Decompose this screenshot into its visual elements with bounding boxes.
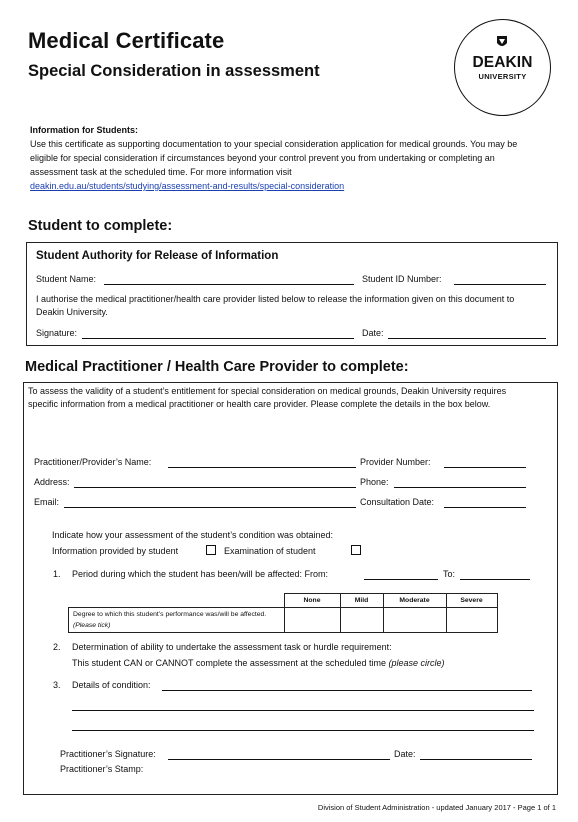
q2-text: Determination of ability to undertake the assessment task or hurdle requirement: <box>72 642 392 652</box>
practitioner-name-label: Practitioner/Provider’s Name: <box>34 457 152 467</box>
info-paragraph <box>30 137 530 193</box>
severity-cell-none[interactable] <box>284 608 340 633</box>
student-box-title: Student Authority for Release of Information <box>36 250 279 262</box>
phone-field[interactable] <box>394 487 526 488</box>
email-label: Email: <box>34 497 60 507</box>
authorise-text: I authorise the medical practitioner/health care provider listed below to release the information given on this document to Deakin University. <box>36 294 515 317</box>
option-provided-label: Information provided by student <box>52 546 179 556</box>
period-from-field[interactable] <box>364 579 438 580</box>
email-field[interactable] <box>64 507 356 508</box>
condition-details-line-2[interactable] <box>72 710 534 711</box>
q2-statement <box>72 658 445 668</box>
q2-number: 2. <box>53 642 61 652</box>
address-field[interactable] <box>74 487 356 488</box>
provider-number-label: Provider Number: <box>360 457 431 467</box>
severity-label: Degree to which this student’s performance was/will be affected. <box>73 611 267 618</box>
option-provided-checkbox[interactable] <box>206 545 216 555</box>
student-date-label: Date: <box>362 328 384 338</box>
severity-cell-mild[interactable] <box>340 608 383 633</box>
certificate-title: Medical Certificate <box>28 28 225 53</box>
student-signature-label: Signature: <box>36 328 78 338</box>
q1-number: 1. <box>53 569 61 579</box>
severity-header-mild: Mild <box>340 594 383 608</box>
address-label: Address: <box>34 477 70 487</box>
info-text: Use this certificate as supporting documentation to your special consideration application for medical grounds. You may be eligible for special consideration if circumstances beyond your control prevent you from undertaking or completing an assessment task at the scheduled time. For more information visit <box>30 139 518 177</box>
severity-cell-moderate[interactable] <box>383 608 446 633</box>
info-heading: Information for Students: <box>30 125 138 135</box>
severity-header-severe: Severe <box>446 594 497 608</box>
practitioner-date-label: Date: <box>394 749 416 759</box>
practitioner-name-field[interactable] <box>168 467 356 468</box>
practitioner-section-title: Medical Practitioner / Health Care Provider to complete: <box>25 359 409 375</box>
certificate-subtitle: Special Consideration in assessment <box>28 62 320 80</box>
option-examination-checkbox[interactable] <box>351 545 361 555</box>
condition-details-line-3[interactable] <box>72 730 534 731</box>
q2-note: (please circle) <box>388 658 445 668</box>
provider-number-field[interactable] <box>444 467 526 468</box>
condition-details-line-1[interactable] <box>162 690 532 691</box>
student-name-field[interactable] <box>104 284 354 285</box>
q3-text: Details of condition: <box>72 680 151 690</box>
deakin-crest-icon <box>494 34 510 50</box>
q3-number: 3. <box>53 680 61 690</box>
q1-text: Period during which the student has been/will be affected: From: <box>72 569 328 579</box>
option-examination-label: Examination of student <box>224 546 316 556</box>
student-section-title: Student to complete: <box>28 218 173 234</box>
info-link[interactable]: deakin.edu.au/students/studying/assessment-and-results/special-consideration <box>30 181 345 191</box>
practitioner-signature-field[interactable] <box>168 759 390 760</box>
severity-header-none: None <box>284 594 340 608</box>
logo-name: DEAKIN <box>472 54 533 71</box>
practitioner-box <box>23 382 558 795</box>
page-footer: Division of Student Administration - updated January 2017 - Page 1 of 1 <box>317 803 556 812</box>
severity-blank <box>69 594 285 608</box>
student-date-field[interactable] <box>388 338 546 339</box>
q1-to-label: To: <box>443 569 456 579</box>
period-to-field[interactable] <box>460 579 530 580</box>
q2-statement-text[interactable]: This student CAN or CANNOT complete the assessment at the scheduled time <box>72 658 386 668</box>
student-name-label: Student Name: <box>36 274 97 284</box>
student-id-label: Student ID Number: <box>362 274 442 284</box>
phone-label: Phone: <box>360 477 389 487</box>
logo-subtitle: UNIVERSITY <box>478 72 527 81</box>
practitioner-signature-label: Practitioner’s Signature: <box>60 749 156 759</box>
student-id-field[interactable] <box>454 284 546 285</box>
severity-row-label <box>69 608 285 633</box>
practitioner-stamp-label: Practitioner’s Stamp: <box>60 764 144 774</box>
severity-note: (Please tick) <box>73 622 111 629</box>
severity-header-moderate: Moderate <box>383 594 446 608</box>
practitioner-intro: To assess the validity of a student’s entitlement for special consideration on medical grounds, Deakin University requires specific information from a medical practitioner or health care provider. Please complete the details in the box below. <box>28 386 507 409</box>
deakin-logo <box>454 19 551 116</box>
student-signature-field[interactable] <box>82 338 354 339</box>
severity-cell-severe[interactable] <box>446 608 497 633</box>
assessment-question: Indicate how your assessment of the student’s condition was obtained: <box>52 530 334 540</box>
consultation-date-label: Consultation Date: <box>360 497 435 507</box>
severity-table <box>68 593 498 633</box>
consultation-date-field[interactable] <box>444 507 526 508</box>
practitioner-date-field[interactable] <box>420 759 532 760</box>
